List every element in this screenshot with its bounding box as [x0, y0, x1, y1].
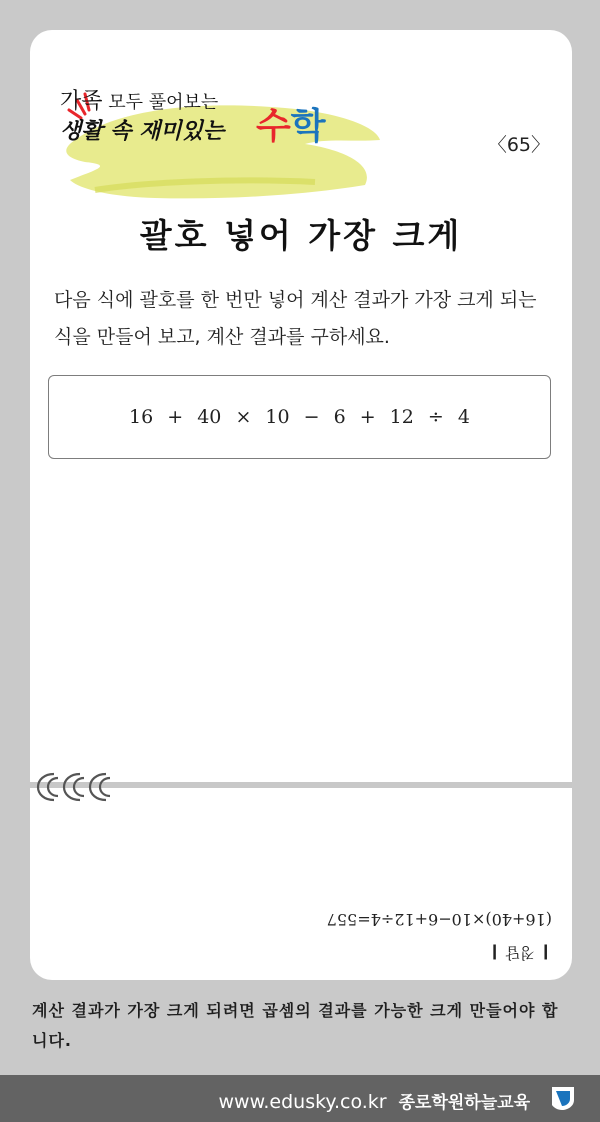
- logo-line1-word1: 가족: [60, 89, 103, 114]
- logo-line1-rest: 모두 풀어보는: [108, 92, 219, 113]
- expression-box: [48, 375, 551, 459]
- footer-brand: 종로학원하늘교육: [398, 1093, 530, 1113]
- answer-label: ❙ 정답 ❙: [488, 944, 552, 962]
- logo-math: [256, 98, 326, 149]
- problem-number: 〈65〉: [487, 134, 550, 156]
- problem-instruction: 다음 식에 괄호를 한 번만 넣어 계산 결과가 가장 크게 되는 식을 만들어 보고, 계산 결과를 구하세요.: [54, 289, 537, 348]
- logo-line2: 생활 속 재미있는: [60, 119, 225, 144]
- footer-bar: [0, 1075, 600, 1122]
- problem-card: [30, 30, 572, 980]
- explanation-note: 계산 결과가 가장 크게 되려면 곱셈의 결과를 가능한 크게 만들어야 합니다.: [32, 1001, 559, 1050]
- logo-math-char2: 학: [290, 106, 326, 147]
- binder-rings-icon: [30, 766, 120, 806]
- answer-text: (16+40)×10−6+12÷4=557: [326, 910, 552, 929]
- expression-text: 16 + 40 × 10 − 6 + 12 ÷ 4: [129, 406, 470, 428]
- footer-url[interactable]: www.edusky.co.kr: [218, 1091, 387, 1113]
- answer-upside-down: [240, 910, 552, 964]
- logo-math-char1: 수: [256, 106, 291, 147]
- brand-flag-icon: [550, 1084, 576, 1112]
- footer-site: [219, 1088, 531, 1113]
- problem-title: 괄호 넣어 가장 크게: [139, 216, 463, 255]
- logo-line1: [60, 84, 218, 115]
